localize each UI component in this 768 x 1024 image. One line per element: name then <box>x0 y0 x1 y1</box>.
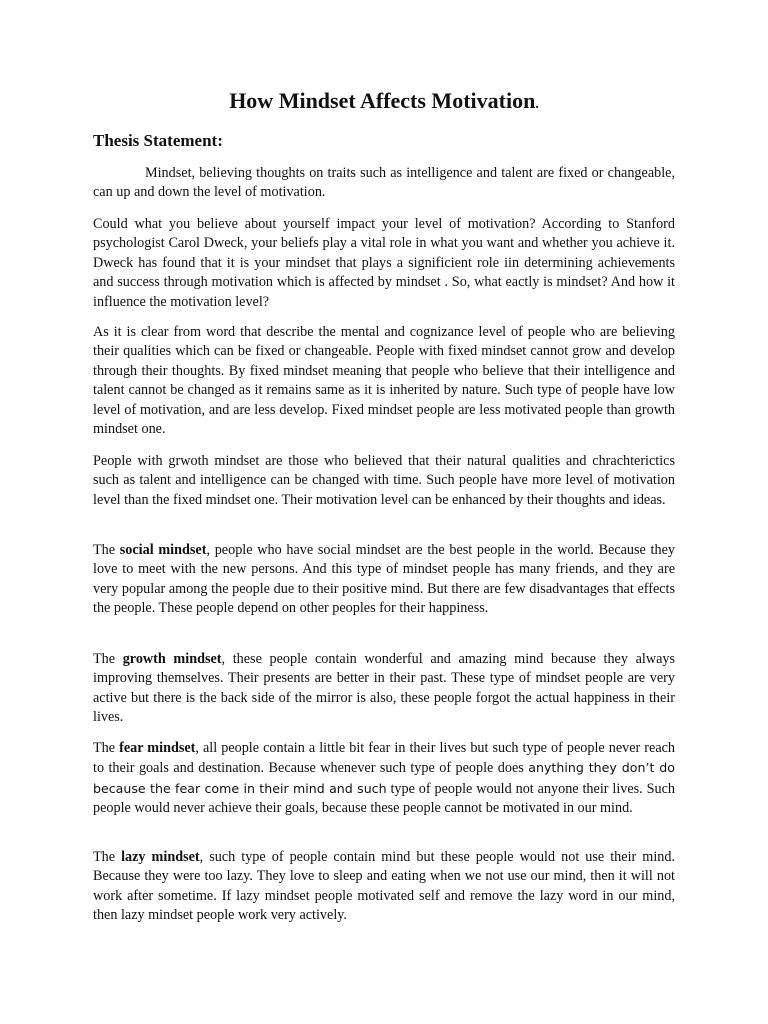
growth-definition-paragraph: People with grwoth mindset are those who believed that their natural qualities and chrachterictics such as talent and intelligence can be changed with time. Such people have more level of motivation level than the fixed mindset one. Their motivation level can be enhanced by their thoughts and ideas. <box>93 453 675 508</box>
social-mindset-paragraph <box>93 541 675 619</box>
social-pre: The <box>93 542 120 558</box>
lazy-term: lazy mindset <box>121 849 200 865</box>
fear-text-a: , all people contain a little bit fear in their lives but such type of people never reach to their goals and destination. Because whenever such type of people does <box>93 740 676 777</box>
title-period: . <box>535 97 539 112</box>
growth-mindset-paragraph <box>93 650 675 728</box>
lazy-mindset-paragraph <box>93 848 675 926</box>
fear-pre: The <box>93 740 120 756</box>
fear-text-b: anything they don’t do because the fear come in their mind and such <box>93 760 675 796</box>
document-title <box>0 88 768 118</box>
growth-pre: The <box>93 651 123 667</box>
thesis-paragraph: Mindset, believing thoughts on traits such as intelligence and talent are fixed or changeable, can up and down the level of motivation. <box>93 165 675 201</box>
fixed-mindset-paragraph: As it is clear from word that describe the mental and cognizance level of people who are believing their qualities which can be fixed or changeable. People with fixed mindset cannot grow and develop through their thoughts. By fixed mindset meaning that people who believe that their intelligence and talent cannot be changed as it remains same as it is inherited by nature. Such type of people have low level of motivation, and are less develop. Fixed mindset people are less motivated people than growth mindset one. <box>93 324 675 438</box>
lazy-pre: The <box>93 849 122 865</box>
fear-term: fear mindset <box>119 740 196 756</box>
social-term: social mindset <box>119 542 207 558</box>
growth-text: , these people contain wonderful and amazing mind because they always improving themselves. Their presents are better in their past. These type of mindset people are very active but there is the back side of the mirror is also, these people forgot the actual happiness in their lives. <box>93 651 675 726</box>
intro-paragraph: Could what you believe about yourself impact your level of motivation? According to Stanford psychologist Carol Dweck, your beliefs play a vital role in what you want and whether you achieve it. Dweck has found that it is your mindset that plays a significient role iin determining achievements and success through motivation which is affected by mindset . So, what eactly is mindset? And how it influence the motivation level? <box>93 216 675 310</box>
fear-mindset-paragraph <box>93 739 675 819</box>
growth-term: growth mindset <box>122 651 222 667</box>
fear-text-c: type of people would not anyone their lives. Such people would never achieve their goals, because these people cannot be motivated in our mind. <box>93 780 675 817</box>
social-text: , people who have social mindset are the best people in the world. Because they love to meet with the new persons. And this type of mindset people has many friends, and they are very popular among the people due to their positive mind. But there are few disadvantages that effects the people. These people depend on other peoples for their happiness. <box>93 542 675 617</box>
lazy-text: , such type of people contain mind but these people would not use their mind. Because they were too lazy. They love to sleep and eating when we not use our mind, then it will not work after sometime. If lazy mindset people motivated self and remove the lazy word in our mind, then lazy mindset people work very actively. <box>93 849 675 924</box>
title-text: How Mindset Affects Motivation <box>229 88 536 113</box>
section-heading: Thesis Statement: <box>93 131 223 150</box>
